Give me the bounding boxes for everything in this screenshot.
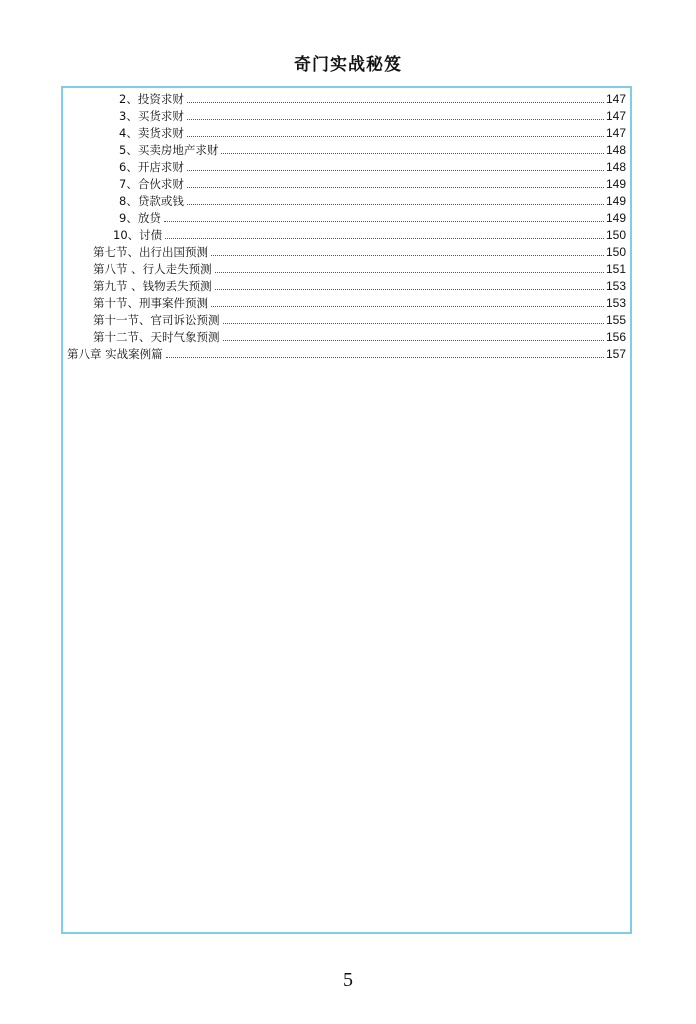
toc-entry[interactable] — [63, 125, 630, 142]
toc-dot-leader — [164, 221, 604, 222]
toc-entry-page: 149 — [605, 194, 626, 208]
toc-entry-page: 153 — [605, 279, 626, 293]
toc-entry-label: 10、讨债 — [113, 228, 163, 242]
toc-dot-leader — [187, 170, 604, 171]
toc-entry-page: 147 — [605, 109, 626, 123]
page-number: 5 — [343, 969, 353, 991]
toc-entry-page: 153 — [605, 296, 626, 310]
toc-list — [63, 91, 630, 363]
toc-dot-leader — [223, 323, 604, 324]
toc-dot-leader — [223, 340, 604, 341]
toc-dot-leader — [187, 119, 604, 120]
toc-entry-page: 150 — [605, 245, 626, 259]
toc-entry-label: 第九节 、钱物丢失预测 — [93, 279, 212, 293]
toc-entry-label: 第十节、刑事案件预测 — [93, 296, 208, 310]
toc-entry-label: 7、合伙求财 — [119, 177, 184, 191]
toc-entry-page: 149 — [605, 211, 626, 225]
toc-entry[interactable] — [63, 142, 630, 159]
toc-entry-label: 第八章 实战案例篇 — [67, 347, 163, 361]
toc-entry-page: 148 — [605, 160, 626, 174]
toc-entry-label: 8、贷款或钱 — [119, 194, 184, 208]
toc-entry[interactable] — [63, 295, 630, 312]
toc-dot-leader — [215, 289, 604, 290]
toc-entry-page: 157 — [605, 347, 626, 361]
toc-entry-label: 2、投资求财 — [119, 92, 184, 106]
toc-entry-label: 第十二节、天时气象预测 — [93, 330, 220, 344]
toc-dot-leader — [187, 204, 604, 205]
toc-entry[interactable] — [63, 346, 630, 363]
toc-entry[interactable] — [63, 193, 630, 210]
toc-dot-leader — [211, 255, 604, 256]
toc-entry-page: 156 — [605, 330, 626, 344]
toc-entry[interactable] — [63, 329, 630, 346]
toc-entry-label: 第十一节、官司诉讼预测 — [93, 313, 220, 327]
toc-entry-label: 4、卖货求财 — [119, 126, 184, 140]
toc-dot-leader — [215, 272, 604, 273]
toc-dot-leader — [166, 357, 604, 358]
toc-entry-label: 第七节、出行出国预测 — [93, 245, 208, 259]
toc-entry-page: 149 — [605, 177, 626, 191]
toc-dot-leader — [165, 238, 604, 239]
toc-entry[interactable] — [63, 278, 630, 295]
toc-entry[interactable] — [63, 91, 630, 108]
toc-entry[interactable] — [63, 176, 630, 193]
toc-entry-page: 147 — [605, 126, 626, 140]
toc-entry-label: 第八节 、行人走失预测 — [93, 262, 212, 276]
toc-entry-page: 150 — [605, 228, 626, 242]
toc-entry-page: 148 — [605, 143, 626, 157]
toc-dot-leader — [211, 306, 604, 307]
toc-entry-label: 3、买货求财 — [119, 109, 184, 123]
toc-entry[interactable] — [63, 108, 630, 125]
toc-entry[interactable] — [63, 227, 630, 244]
toc-entry-page: 155 — [605, 313, 626, 327]
toc-dot-leader — [187, 187, 604, 188]
toc-dot-leader — [187, 136, 604, 137]
toc-entry-page: 147 — [605, 92, 626, 106]
toc-entry[interactable] — [63, 312, 630, 329]
toc-frame — [61, 86, 632, 934]
toc-entry[interactable] — [63, 159, 630, 176]
toc-entry-label: 5、买卖房地产求财 — [119, 143, 219, 157]
toc-entry-page: 151 — [605, 262, 626, 276]
toc-entry[interactable] — [63, 210, 630, 227]
toc-dot-leader — [221, 153, 604, 154]
toc-dot-leader — [187, 102, 604, 103]
toc-entry-label: 9、放贷 — [119, 211, 161, 225]
toc-entry[interactable] — [63, 244, 630, 261]
page-title: 奇门实战秘笈 — [294, 55, 402, 75]
toc-entry[interactable] — [63, 261, 630, 278]
toc-entry-label: 6、开店求财 — [119, 160, 184, 174]
